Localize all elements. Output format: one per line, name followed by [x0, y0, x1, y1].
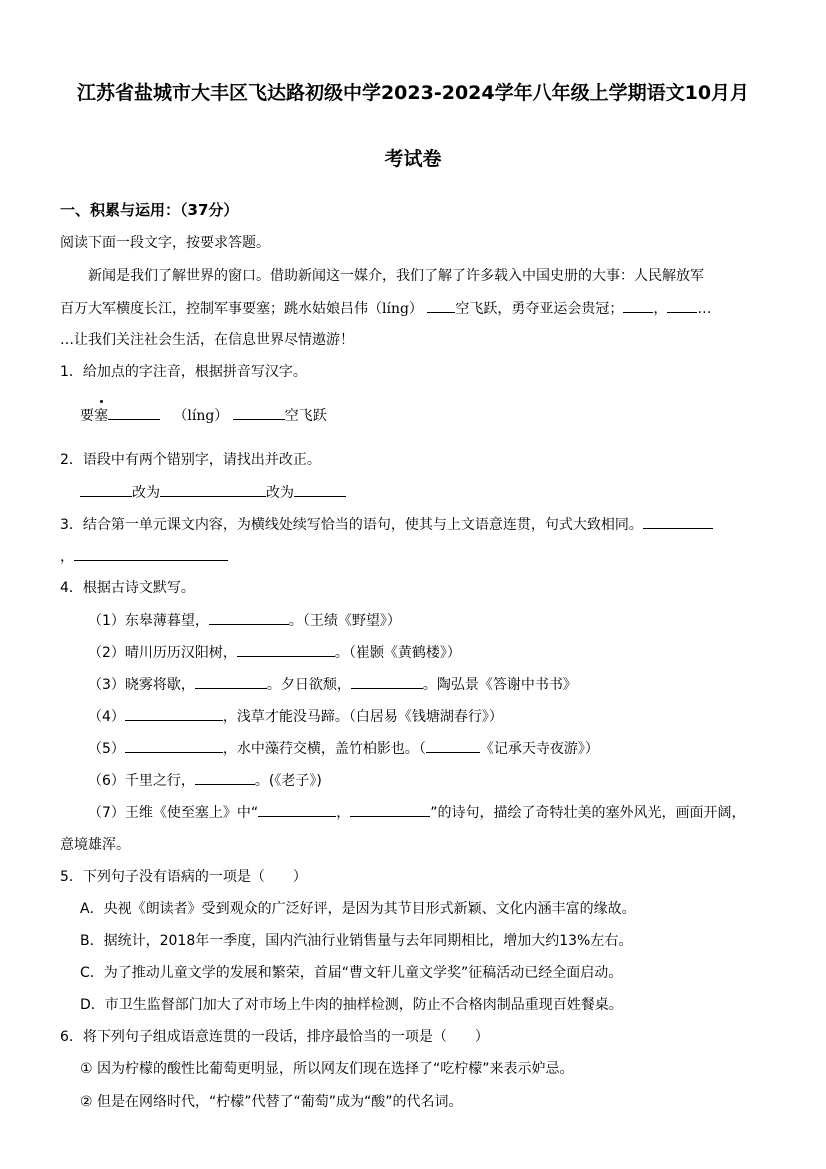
- item-text: 东皋薄暮望，: [124, 613, 209, 629]
- item-text: ，: [336, 805, 351, 821]
- passage-text: 百万大军横度长江，控制军事要塞；跳水姑娘吕伟: [60, 301, 368, 317]
- question-1-answer-row: [80, 405, 327, 426]
- item-text: 晴川历历汉阳树，: [124, 645, 237, 661]
- poem-item-3: [88, 674, 577, 695]
- item-number: （3）: [88, 677, 125, 693]
- answer-blank[interactable]: [74, 546, 228, 561]
- pinyin-label: （líng）: [368, 301, 423, 317]
- answer-blank[interactable]: [294, 482, 346, 497]
- answer-blank[interactable]: [426, 738, 480, 753]
- question-2-stem: 2．语段中有两个错别字，请找出并改正。: [60, 452, 321, 468]
- answer-blank[interactable]: [350, 802, 430, 817]
- item-text: ”的诗句，描绘了奇特壮美的塞外风光，画面开阔，: [430, 805, 746, 821]
- question-4-stem: 4．根据古诗文默写。: [60, 580, 195, 596]
- item-number: （2）: [88, 645, 125, 661]
- question-3-text: 3．结合第一单元课文内容，为横线处续写恰当的语句，使其与上文语意连贯，句式大致相同。: [60, 517, 643, 533]
- answer-blank[interactable]: [233, 405, 285, 420]
- question-2-answer-row: [80, 482, 346, 503]
- question-5-stem: 5．下列句子没有语病的一项是（ ）: [60, 869, 307, 885]
- dotted-character: 塞: [94, 408, 108, 424]
- poem-item-6: [88, 770, 322, 791]
- question-3-stem: [60, 514, 713, 535]
- document-title-line1: 江苏省盐城市大丰区飞达路初级中学2023-2024学年八年级上学期语文10月月: [76, 82, 750, 104]
- option-d[interactable]: D．市卫生监督部门加大了对市场上牛肉的抽样检测，防止不合格肉制品重现百姓餐桌。: [80, 997, 623, 1013]
- passage-text: …: [697, 301, 712, 317]
- item-text: 。夕日欲颓，: [266, 677, 351, 693]
- answer-blank[interactable]: [108, 405, 160, 420]
- passage-line3: …让我们关注社会生活，在信息世界尽情遨游！: [60, 332, 354, 348]
- poem-item-1: [88, 610, 401, 631]
- answer-blank[interactable]: [667, 298, 697, 313]
- option-a[interactable]: A．央视《朗读者》受到观众的广泛好评，是因为其节目形式新颖、文化内涵丰富的缘故。: [80, 901, 636, 917]
- answer-blank[interactable]: [427, 298, 455, 313]
- answer-blank[interactable]: [258, 802, 336, 817]
- sentence-2: ② 但是在网络时代，“柠檬”代替了“葡萄”成为“酸”的代名词。: [80, 1094, 463, 1110]
- item-text: ，浅草才能没马蹄。（白居易《钱塘湖春行》）: [222, 709, 503, 725]
- item-text: 王维《使至塞上》中“: [124, 805, 259, 821]
- item-text: ，水中藻荇交横，盖竹柏影也。（: [222, 741, 426, 757]
- change-label: 改为: [132, 485, 160, 501]
- option-b[interactable]: B．据统计，2018年一季度，国内汽油行业销售量与去年同期相比，增加大约13%左右。: [80, 933, 633, 949]
- answer-blank[interactable]: [623, 298, 653, 313]
- question-3-answer-row: [60, 546, 228, 567]
- change-label: 改为: [266, 485, 294, 501]
- answer-blank[interactable]: [125, 738, 223, 753]
- answer-blank[interactable]: [195, 770, 255, 785]
- passage-text: ，: [653, 301, 668, 317]
- item-text: 。(《老子》): [254, 773, 322, 789]
- answer-blank[interactable]: [160, 482, 266, 497]
- document-title-line2: 考试卷: [384, 148, 442, 170]
- item-text: 晓雾将歇，: [124, 677, 195, 693]
- item-text: 。（王绩《野望》）: [288, 613, 401, 629]
- passage-text: 空飞跃，勇夺亚运会贵冠；: [455, 301, 624, 317]
- word-text: 要: [80, 408, 94, 424]
- section-heading: 一、积累与运用：（37分）: [60, 201, 239, 219]
- item-number: （7）: [88, 805, 125, 821]
- item-number: （6）: [88, 773, 125, 789]
- passage-line2: [60, 298, 711, 319]
- item-text: 。（崔颢《黄鹤楼》）: [334, 645, 461, 661]
- answer-blank[interactable]: [80, 482, 132, 497]
- item-text: 《记承天寺夜游》）: [479, 741, 599, 757]
- poem-item-2: [88, 642, 461, 663]
- poem-item-5: [88, 738, 599, 759]
- answer-blank[interactable]: [643, 514, 713, 529]
- item-number: （1）: [88, 613, 125, 629]
- question-1-stem: 1．给加点的字注音，根据拼音写汉字。: [60, 364, 307, 380]
- answer-blank[interactable]: [209, 610, 289, 625]
- poem-item-7: [88, 802, 745, 823]
- poem-item-7-continued: 意境雄浑。: [60, 837, 130, 853]
- option-c[interactable]: C．为了推动儿童文学的发展和繁荣，首届“曹文轩儿童文学奖”征稿活动已经全面启动。: [80, 965, 623, 981]
- item-text: 。陶弘景《答谢中书书》: [422, 677, 577, 693]
- sentence-1: ① 因为柠檬的酸性比葡萄更明显，所以网友们现在选择了“吃柠檬”来表示妒忌。: [80, 1061, 574, 1077]
- question-6-stem: 6．将下列句子组成语意连贯的一段话，排序最恰当的一项是（ ）: [60, 1029, 489, 1045]
- item-number: （4）: [88, 709, 125, 725]
- answer-blank[interactable]: [195, 674, 267, 689]
- item-text: 千里之行，: [124, 773, 195, 789]
- comma-text: ，: [60, 549, 74, 565]
- word-text: 空飞跃: [284, 408, 327, 424]
- poem-item-4: [88, 706, 503, 727]
- item-number: （5）: [88, 741, 125, 757]
- answer-blank[interactable]: [237, 642, 335, 657]
- pinyin-label: （líng）: [173, 408, 229, 424]
- instruction-text: 阅读下面一段文字，按要求答题。: [60, 235, 270, 251]
- passage-line1: 新闻是我们了解世界的窗口。借助新闻这一媒介，我们了解了许多载入中国史册的大事：人民解放军: [88, 268, 704, 284]
- answer-blank[interactable]: [125, 706, 223, 721]
- answer-blank[interactable]: [351, 674, 423, 689]
